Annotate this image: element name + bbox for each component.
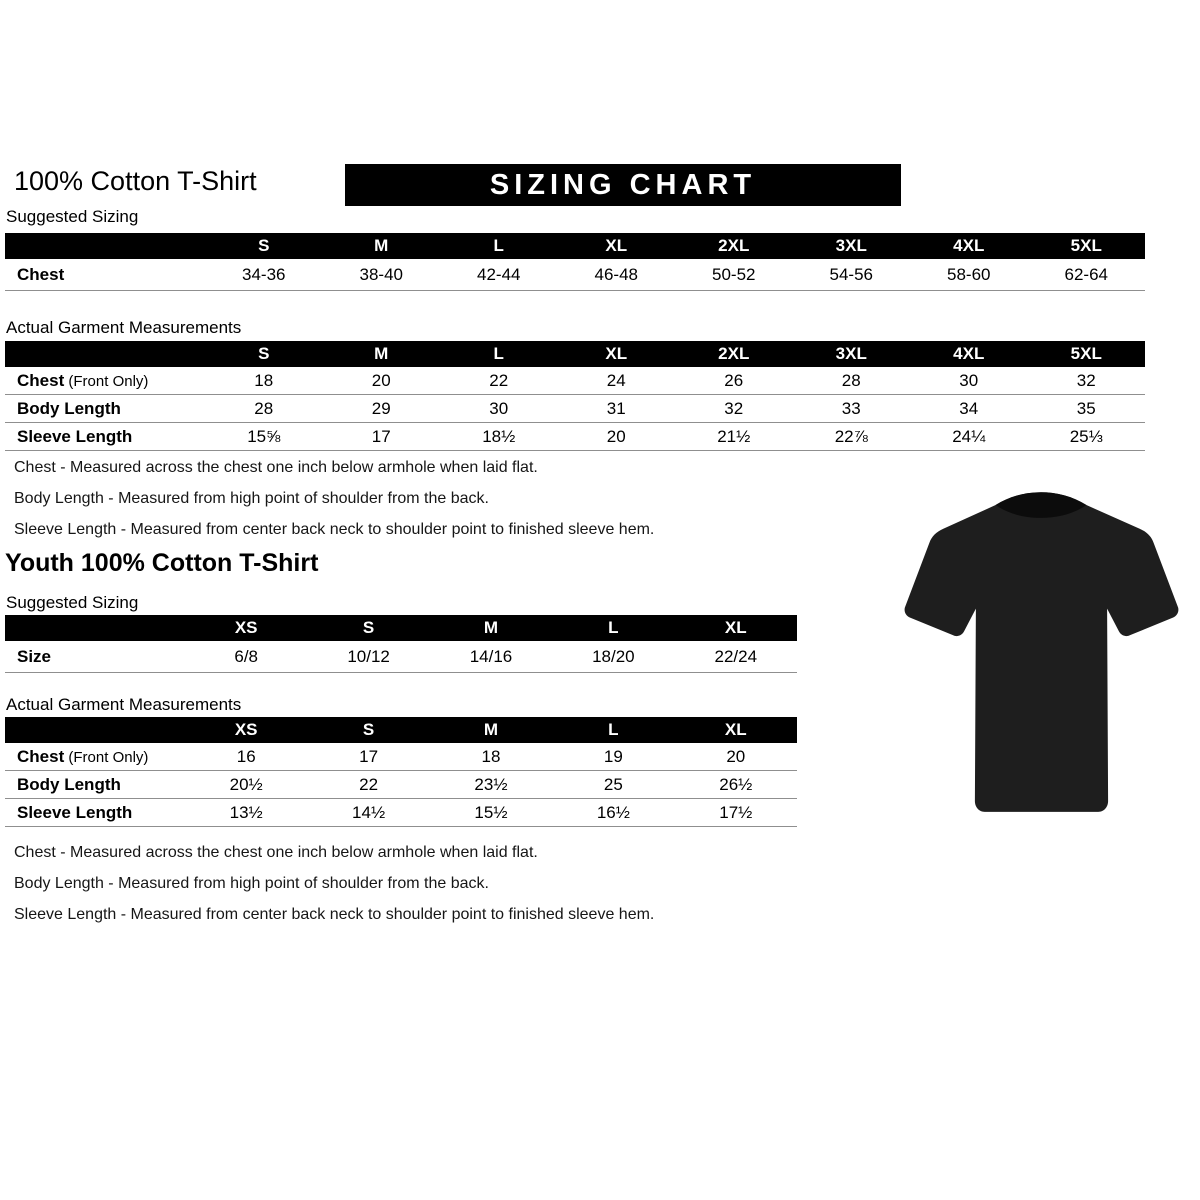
value-cell: 33 xyxy=(793,395,911,423)
header-spacer-cell xyxy=(5,341,205,367)
row-label: Body Length xyxy=(17,399,121,418)
value-cell: 54-56 xyxy=(793,259,911,291)
youth-section-title: Youth 100% Cotton T-Shirt xyxy=(5,549,319,577)
note-line: Body Length - Measured from high point of shoulder from the back. xyxy=(14,875,489,892)
row-label: Sleeve Length xyxy=(17,427,133,446)
value-cell: 20 xyxy=(675,743,797,771)
table-row xyxy=(5,799,797,827)
value-cell: 26½ xyxy=(675,771,797,799)
tshirt-graphic xyxy=(893,476,1189,838)
table-row xyxy=(5,367,1145,395)
size-header: M xyxy=(323,233,441,259)
size-header: S xyxy=(205,233,323,259)
size-header: L xyxy=(440,233,558,259)
row-label: Size xyxy=(17,647,52,666)
value-cell: 17 xyxy=(323,423,441,451)
size-header: L xyxy=(440,341,558,367)
size-header: M xyxy=(430,717,552,743)
youth-actual-table xyxy=(5,717,797,827)
size-header: L xyxy=(552,615,674,641)
adult-measurement-notes xyxy=(14,459,654,552)
value-cell: 18 xyxy=(205,367,323,395)
note-line: Chest - Measured across the chest one inch below armhole when laid flat. xyxy=(14,844,538,861)
row-label: Sleeve Length xyxy=(17,803,133,822)
header-spacer-cell xyxy=(5,233,205,259)
value-cell: 32 xyxy=(675,395,793,423)
size-header: S xyxy=(307,615,429,641)
value-cell: 14½ xyxy=(307,799,429,827)
row-label-cell xyxy=(5,799,185,827)
value-cell: 28 xyxy=(793,367,911,395)
size-header: 3XL xyxy=(793,341,911,367)
value-cell: 34 xyxy=(910,395,1028,423)
value-cell: 17½ xyxy=(675,799,797,827)
value-cell: 30 xyxy=(440,395,558,423)
value-cell: 20 xyxy=(558,423,676,451)
value-cell: 34-36 xyxy=(205,259,323,291)
value-cell: 22 xyxy=(307,771,429,799)
value-cell: 16 xyxy=(185,743,307,771)
value-cell: 42-44 xyxy=(440,259,558,291)
value-cell: 62-64 xyxy=(1028,259,1146,291)
adult-section-title: 100% Cotton T-Shirt xyxy=(14,166,257,196)
row-label-cell xyxy=(5,641,185,673)
value-cell: 28 xyxy=(205,395,323,423)
adult-actual-measurements-label: Actual Garment Measurements xyxy=(6,318,242,337)
size-header: L xyxy=(552,717,674,743)
value-cell: 30 xyxy=(910,367,1028,395)
value-cell: 17 xyxy=(307,743,429,771)
row-label: Chest xyxy=(17,371,65,390)
size-header: XL xyxy=(558,233,676,259)
table-header-row xyxy=(5,233,1145,259)
size-header: XS xyxy=(185,615,307,641)
table-row xyxy=(5,641,797,673)
value-cell: 13½ xyxy=(185,799,307,827)
row-label-note: (Front Only) xyxy=(64,373,149,390)
size-header: XL xyxy=(558,341,676,367)
row-label-cell xyxy=(5,423,205,451)
tshirt-body-shape xyxy=(905,492,1179,812)
value-cell: 32 xyxy=(1028,367,1146,395)
adult-suggested-table xyxy=(5,233,1145,291)
size-header: 4XL xyxy=(910,233,1028,259)
header-spacer-cell xyxy=(5,615,185,641)
table-header-row xyxy=(5,615,797,641)
youth-actual-measurements-label: Actual Garment Measurements xyxy=(6,695,242,714)
size-header: 2XL xyxy=(675,341,793,367)
black-tshirt-image xyxy=(893,476,1189,838)
value-cell: 22/24 xyxy=(675,641,797,673)
size-header: M xyxy=(430,615,552,641)
size-header: 5XL xyxy=(1028,233,1146,259)
value-cell: 38-40 xyxy=(323,259,441,291)
table-header-row xyxy=(5,341,1145,367)
youth-suggested-table xyxy=(5,615,797,673)
row-label-cell xyxy=(5,743,185,771)
table-row xyxy=(5,771,797,799)
row-label: Body Length xyxy=(17,775,121,794)
table-row xyxy=(5,423,1145,451)
table-row xyxy=(5,743,797,771)
value-cell: 31 xyxy=(558,395,676,423)
note-line: Sleeve Length - Measured from center back neck to shoulder point to finished sleeve hem. xyxy=(14,521,655,538)
value-cell: 50-52 xyxy=(675,259,793,291)
value-cell: 15½ xyxy=(430,799,552,827)
row-label: Chest xyxy=(17,265,65,284)
value-cell: 18 xyxy=(430,743,552,771)
value-cell: 20½ xyxy=(185,771,307,799)
header-spacer-cell xyxy=(5,717,185,743)
sizing-chart-banner: SIZING CHART xyxy=(345,164,901,206)
value-cell: 18/20 xyxy=(552,641,674,673)
value-cell: 10/12 xyxy=(307,641,429,673)
youth-suggested-sizing-label: Suggested Sizing xyxy=(6,593,139,612)
value-cell: 46-48 xyxy=(558,259,676,291)
youth-measurement-notes xyxy=(14,844,654,937)
adult-suggested-sizing-label: Suggested Sizing xyxy=(6,207,139,226)
size-header: M xyxy=(323,341,441,367)
table-row xyxy=(5,259,1145,291)
value-cell: 29 xyxy=(323,395,441,423)
value-cell: 16½ xyxy=(552,799,674,827)
note-line: Body Length - Measured from high point of shoulder from the back. xyxy=(14,490,489,507)
value-cell: 21½ xyxy=(675,423,793,451)
row-label: Chest xyxy=(17,747,65,766)
value-cell: 22⅞ xyxy=(793,423,911,451)
value-cell: 26 xyxy=(675,367,793,395)
value-cell: 18½ xyxy=(440,423,558,451)
row-label-note: (Front Only) xyxy=(64,749,149,766)
value-cell: 35 xyxy=(1028,395,1146,423)
value-cell: 22 xyxy=(440,367,558,395)
value-cell: 23½ xyxy=(430,771,552,799)
size-header: 2XL xyxy=(675,233,793,259)
size-header: S xyxy=(205,341,323,367)
value-cell: 6/8 xyxy=(185,641,307,673)
value-cell: 14/16 xyxy=(430,641,552,673)
value-cell: 24 xyxy=(558,367,676,395)
value-cell: 15⅝ xyxy=(205,423,323,451)
value-cell: 25⅓ xyxy=(1028,423,1146,451)
value-cell: 20 xyxy=(323,367,441,395)
value-cell: 58-60 xyxy=(910,259,1028,291)
adult-actual-table xyxy=(5,341,1145,451)
size-header: XL xyxy=(675,717,797,743)
row-label-cell xyxy=(5,259,205,291)
row-label-cell xyxy=(5,395,205,423)
table-header-row xyxy=(5,717,797,743)
value-cell: 24¼ xyxy=(910,423,1028,451)
size-header: XL xyxy=(675,615,797,641)
row-label-cell xyxy=(5,771,185,799)
size-header: 4XL xyxy=(910,341,1028,367)
table-row xyxy=(5,395,1145,423)
value-cell: 19 xyxy=(552,743,674,771)
size-header: XS xyxy=(185,717,307,743)
row-label-cell xyxy=(5,367,205,395)
value-cell: 25 xyxy=(552,771,674,799)
note-line: Chest - Measured across the chest one inch below armhole when laid flat. xyxy=(14,459,538,476)
size-header: 5XL xyxy=(1028,341,1146,367)
size-header: S xyxy=(307,717,429,743)
size-header: 3XL xyxy=(793,233,911,259)
note-line: Sleeve Length - Measured from center back neck to shoulder point to finished sleeve hem. xyxy=(14,906,655,923)
